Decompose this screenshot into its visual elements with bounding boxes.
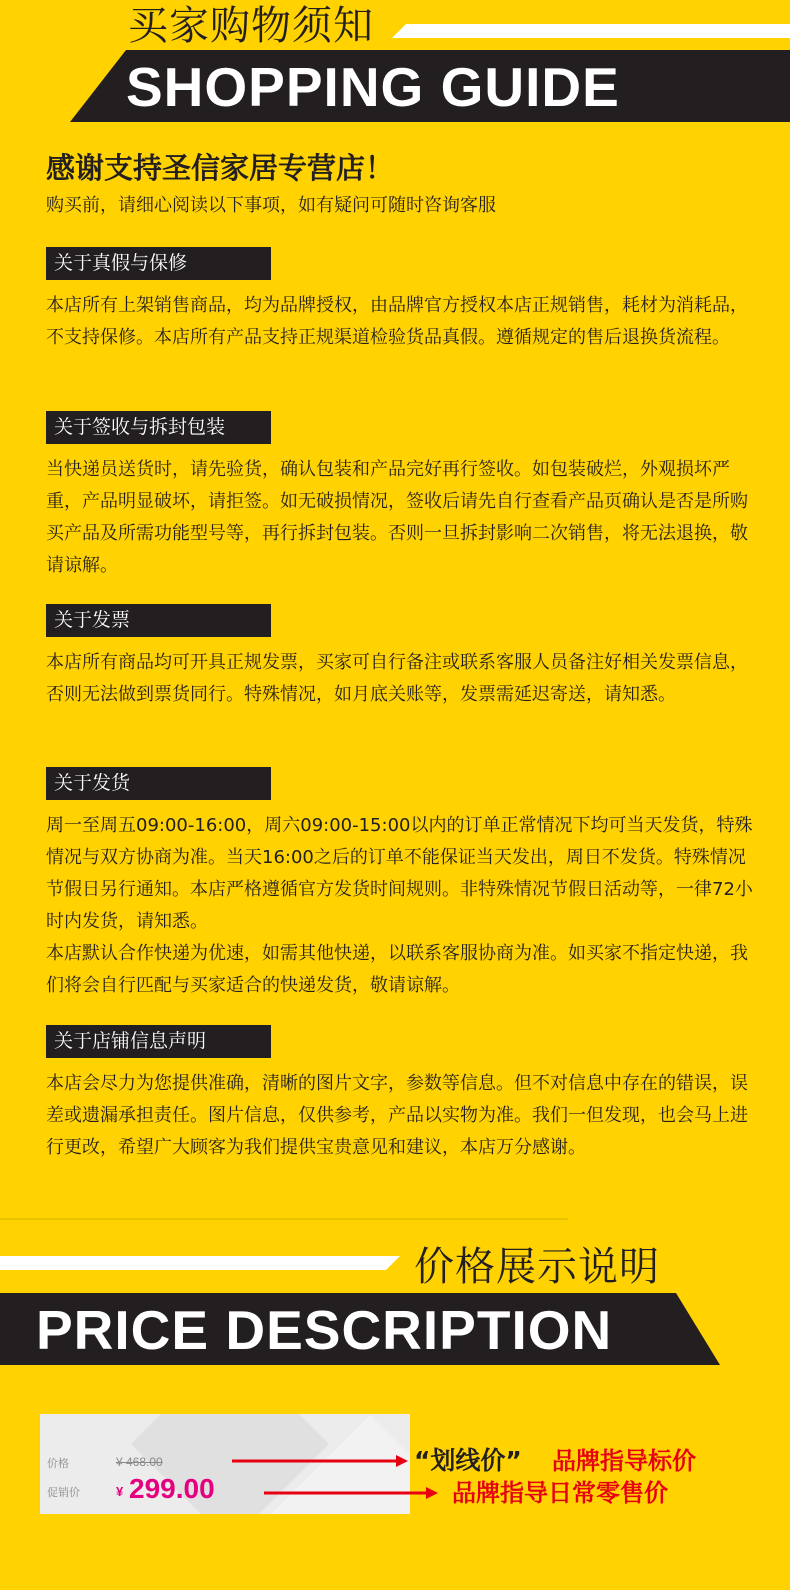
arrow-to-strike-label [232, 1455, 408, 1467]
original-price: ¥ 468.00 [116, 1455, 163, 1469]
shopping-guide-title-cn: 买家购物须知 [128, 3, 374, 49]
currency-symbol: ¥ [116, 1484, 124, 1499]
price-description-title-cn: 价格展示说明 [414, 1244, 660, 1290]
section-title-invoice: 关于发票 [46, 604, 271, 637]
paragraph: 本店会尽力为您提供准确，清晰的图片文字，参数等信息。但不对信息中存在的错误，误差或遗漏承担责任。图片信息，仅供参考，产品以实物为准。我们一但发现，也会马上进行更改，希望广大顾客为我们提供宝贵意见和建议，本店万分感谢。 [46, 1073, 748, 1158]
strike-price-description: 品牌指导标价 [552, 1447, 696, 1475]
arrow-to-promo-label [264, 1487, 438, 1499]
section-title-signing: 关于签收与拆封包装 [46, 411, 271, 444]
price-label: 价格 [47, 1458, 69, 1470]
thanks-heading: 感谢支持圣信家居专营店！ [46, 151, 395, 185]
paragraph: 本店所有上架销售商品，均为品牌授权，由品牌官方授权本店正规销售，耗材为消耗品，不支持保修。本店所有产品支持正规渠道检验货品真假。遵循规定的售后退换货流程。 [46, 295, 748, 348]
paragraph: 本店默认合作快递为优速，如需其他快递，以联系客服协商为准。如买家不指定快递，我们将会自行匹配与买家适合的快递发货，敬请谅解。 [46, 943, 748, 996]
section-title-shipping: 关于发货 [46, 767, 271, 800]
strike-price-label: “划线价” [414, 1446, 522, 1475]
shopping-guide-title-en: SHOPPING GUIDE [126, 56, 620, 118]
paragraph: 当快递员送货时，请先验货，确认包装和产品完好再行签收。如包装破烂，外观损坏严重，产品明显破坏，请拒签。如无破损情况，签收后请先自行查看产品页确认是否是所购买产品及所需功能型号等，再行拆封包装。否则一旦拆封影响二次销售，将无法退换，敬请谅解。 [46, 459, 748, 576]
paragraph: 周一至周五09:00-16:00，周六09:00-15:00以内的订单正常情况下均可当天发货，特殊情况与双方协商为准。当天16:00之后的订单不能保证当天发出，周日不发货。特殊情况节假日另行通知。本店严格遵循官方发货时间规则。非特殊情况节假日活动等，一律72小时内发货，请知悉。 [46, 815, 753, 932]
promo-price: 299.00 [129, 1473, 215, 1504]
section-title-authenticity: 关于真假与保修 [46, 247, 271, 280]
section-title-store-info: 关于店铺信息声明 [46, 1025, 271, 1058]
paragraph: 本店所有商品均可开具正规发票，买家可自行备注或联系客服人员备注好相关发票信息，否则无法做到票货同行。特殊情况，如月底关账等，发票需延迟寄送，请知悉。 [46, 652, 748, 705]
promo-price-label: 促销价 [47, 1487, 80, 1499]
price-description-title-en: PRICE DESCRIPTION [36, 1299, 613, 1361]
intro-note: 购买前，请细心阅读以下事项，如有疑问可随时咨询客服 [46, 195, 496, 216]
promo-price-description: 品牌指导日常零售价 [452, 1479, 668, 1507]
